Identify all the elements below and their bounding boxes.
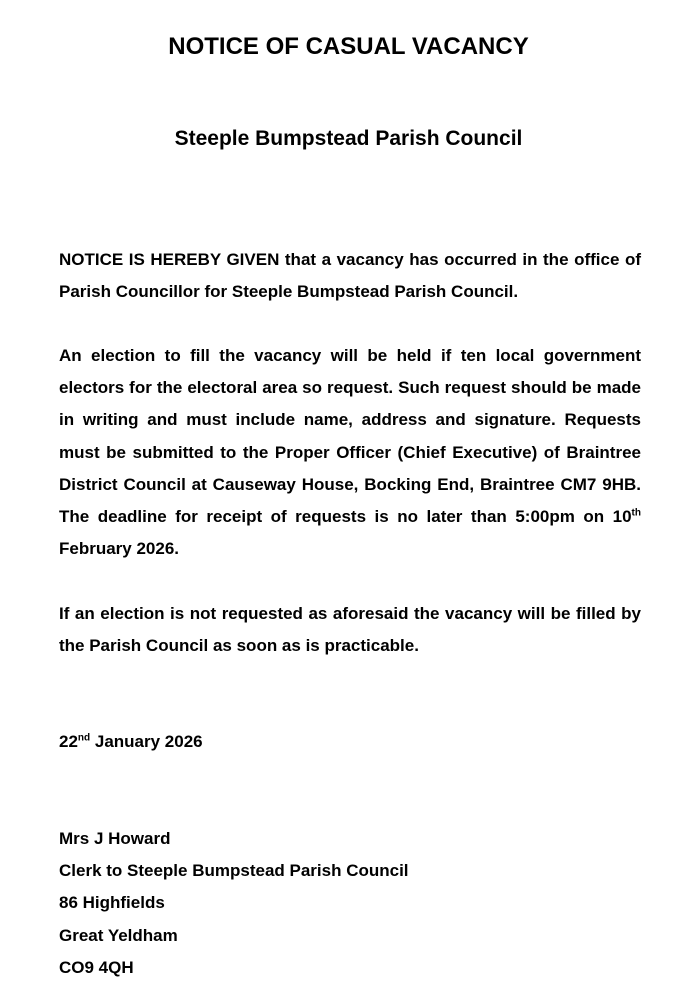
address-line-1: 86 Highfields bbox=[59, 893, 165, 913]
notice-title: NOTICE OF CASUAL VACANCY bbox=[168, 33, 529, 60]
date-day-suffix: nd bbox=[77, 732, 91, 744]
election-text: An election to fill the vacancy will be held if ten local government electors for the electoral area so request. Such request should be made in writing and must include name, address and signature. Requests must be submitted to the Proper Officer (Chief Executive) of Braintree District Council at Causeway House, Bocking End, Braintree CM7 9HB. The deadline for receipt of requests is no later than 5:00pm on 10 bbox=[59, 346, 641, 527]
deadline-month-year: February 2026. bbox=[59, 539, 180, 559]
date-day: 22 bbox=[59, 732, 78, 751]
notice-lead-text: NOTICE IS HEREBY GIVEN bbox=[59, 250, 280, 269]
notice-date bbox=[59, 726, 203, 758]
address-line-2: Great Yeldham bbox=[59, 925, 178, 945]
notice-paragraph-election bbox=[59, 340, 641, 565]
deadline-day-suffix: th bbox=[631, 507, 641, 519]
cooption-text: If an election is not requested as aforesaid the vacancy will be filled by the Parish Council as soon as is practicable. bbox=[59, 604, 641, 656]
clerk-name: Mrs J Howard bbox=[59, 829, 171, 848]
notice-paragraph-vacancy bbox=[59, 244, 641, 308]
notice-paragraph-cooption bbox=[59, 598, 641, 662]
address-postcode: CO9 4QH bbox=[59, 957, 134, 977]
clerk-role: Clerk to Steeple Bumpstead Parish Council bbox=[59, 861, 409, 881]
signature-block bbox=[59, 823, 409, 984]
date-month-year: January 2026 bbox=[90, 732, 203, 751]
council-name: Steeple Bumpstead Parish Council bbox=[174, 127, 523, 150]
vacancy-text: that a vacancy has occurred in the office of Parish Councillor for Steeple Bumpstead Parish Council. bbox=[59, 250, 641, 302]
